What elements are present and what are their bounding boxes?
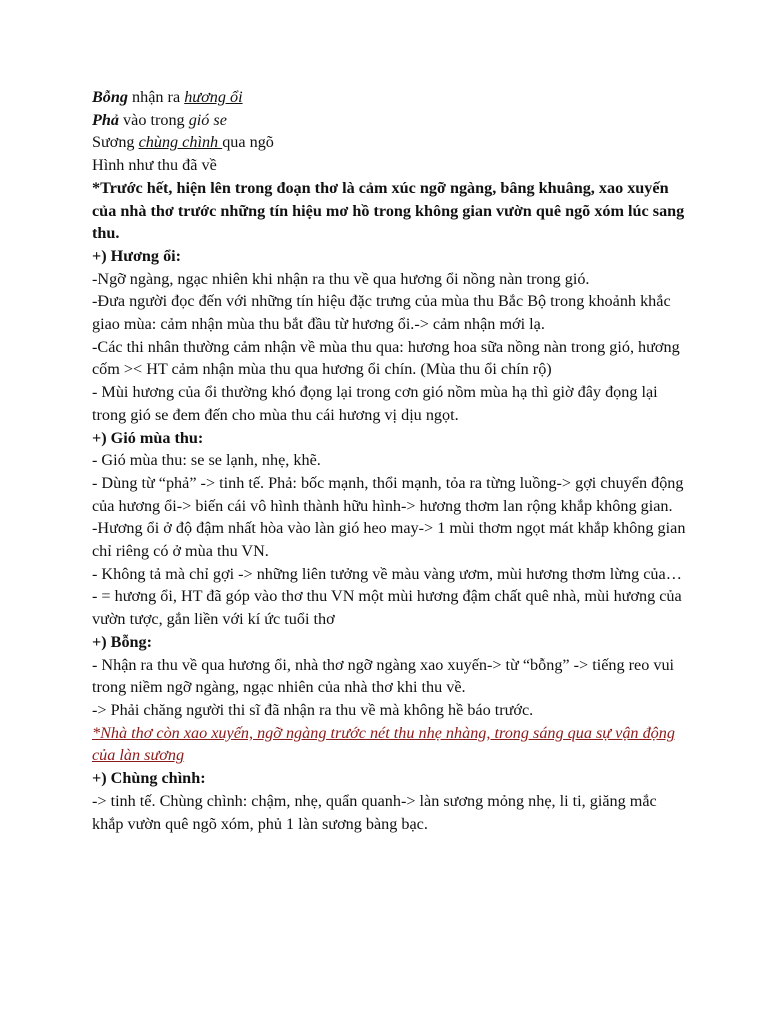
section-heading-gio-mua-thu: +) Gió mùa thu:: [92, 428, 204, 447]
poem-text: Sương: [92, 133, 139, 152]
poem-line-1: [92, 86, 692, 109]
document-page: [92, 86, 692, 835]
section-paragraph: - Mùi hương của ổi thường khó đọng lại trong cơn gió nồm mùa hạ thì giờ đây đọng lại trong gió se đem đến cho mùa thu cái hương vị dịu ngọt.: [92, 383, 658, 424]
poem-keyword-gio-se: gió se: [188, 110, 227, 129]
section-paragraph: -Ngỡ ngàng, ngạc nhiên khi nhận ra thu về qua hương ổi nồng nàn trong gió.: [92, 269, 590, 288]
section-paragraph: - = hương ổi, HT đã góp vào thơ thu VN một mùi hương đậm chất quê nhà, mùi hương của vườn tược, gắn liền với kí ức tuổi thơ: [92, 587, 682, 629]
intro-statement: *Trước hết, hiện lên trong đoạn thơ là cảm xúc ngỡ ngàng, bâng khuâng, xao xuyến của nhà thơ trước những tín hiệu mơ hồ trong không gian vườn quê ngõ xóm lúc sang thu.: [92, 178, 685, 243]
section-paragraph: -> Phải chăng người thi sĩ đã nhận ra thu về mà không hề báo trước.: [92, 700, 534, 719]
section-paragraph: -Các thi nhân thường cảm nhận về mùa thu qua: hương hoa sữa nồng nàn trong gió, hương cốm >< HT cảm nhận mùa thu qua hương ổi chín. (Mùa thu ổi chín rộ): [92, 337, 680, 379]
poem-line-2: [92, 109, 692, 132]
section-paragraph: - Dùng từ “phả” -> tinh tế. Phả: bốc mạnh, thổi mạnh, tỏa ra từng luồng-> gợi chuyển động của hương ổi-> biến cái vô hình thành hữu hình-> hương thơm lan rộng khắp không gian.: [92, 473, 684, 515]
poem-line-4: Hình như thu đã về: [92, 156, 217, 175]
section-heading-chung-chinh: +) Chùng chình:: [92, 769, 206, 788]
section-paragraph: - Gió mùa thu: se se lạnh, nhẹ, khẽ.: [92, 451, 321, 470]
section-heading-huong-oi: +) Hương ổi:: [92, 246, 182, 265]
poem-word-pha: Phả: [92, 110, 119, 129]
section-paragraph: -> tinh tế. Chùng chình: chậm, nhẹ, quẩn quanh-> làn sương mỏng nhẹ, li ti, giăng mắc khắp vườn quê ngõ xóm, phủ 1 làn sương bàng bạc.: [92, 791, 657, 833]
section-paragraph: - Không tả mà chỉ gợi -> những liên tưởng về màu vàng ươm, mùi hương thơm lừng của…: [92, 564, 682, 583]
poem-text: qua ngõ: [222, 133, 274, 152]
section-paragraph: - Nhận ra thu về qua hương ổi, nhà thơ ngỡ ngàng xao xuyến-> từ “bỗng” -> tiếng reo vui trong niềm ngỡ ngàng, ngạc nhiên của nhà thơ khi thu về.: [92, 655, 675, 697]
poem-keyword-chung-chinh: chùng chình: [138, 133, 223, 152]
emphasis-note: *Nhà thơ còn xao xuyến, ngỡ ngàng trước nét thu nhẹ nhàng, trong sáng qua sự vận động của làn sương: [92, 723, 675, 765]
poem-text: nhận ra: [128, 88, 185, 106]
section-paragraph: -Hương ổi ở độ đậm nhất hòa vào làn gió heo may-> 1 mùi thơm ngọt mát khắp không gian chỉ riêng có ở mùa thu VN.: [92, 519, 686, 561]
poem-keyword-huong-oi: hương ổi: [184, 88, 243, 106]
poem-line-3: [92, 131, 692, 154]
poem-word-bong: Bỗng: [92, 88, 128, 106]
section-heading-bong: +) Bỗng:: [92, 632, 153, 651]
poem-text: vào trong: [119, 110, 189, 129]
section-paragraph: -Đưa người đọc đến với những tín hiệu đặc trưng của mùa thu Bắc Bộ trong khoảnh khắc giao mùa: cảm nhận mùa thu bắt đầu từ hương ổi.-> cảm nhận mới lạ.: [92, 292, 671, 334]
